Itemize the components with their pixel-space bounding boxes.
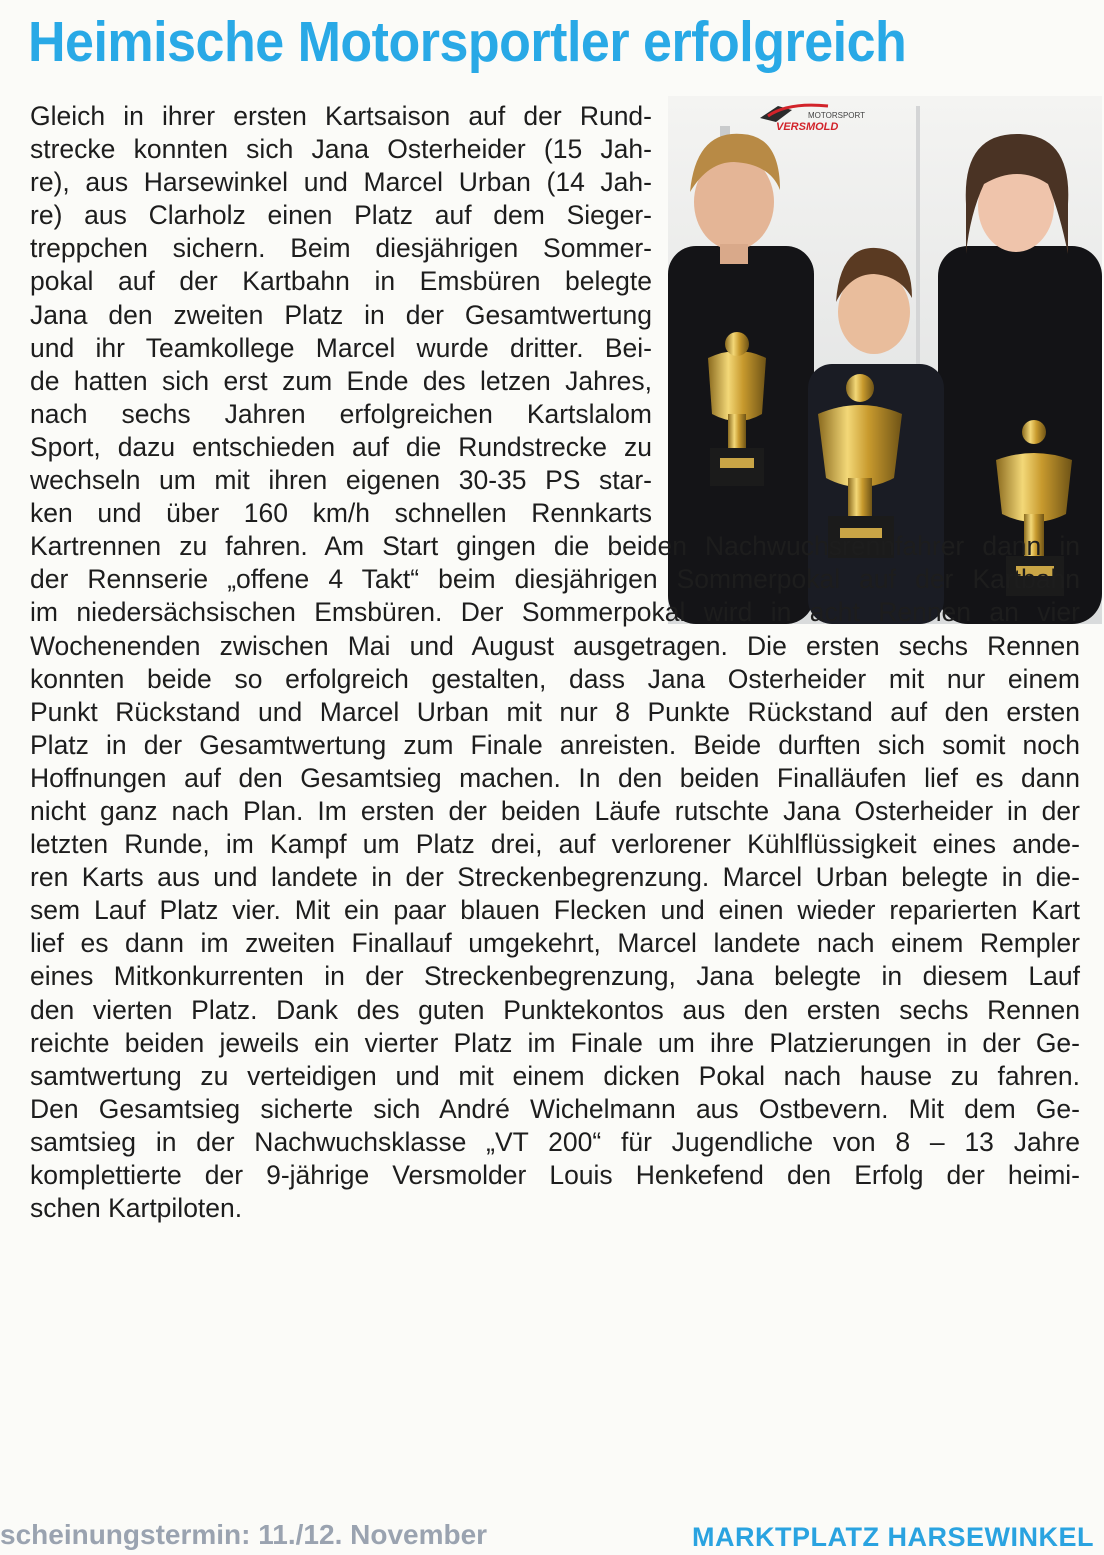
footer-magazine-title: MARKTPLATZ HARSEWINKEL <box>692 1522 1094 1552</box>
article-line <box>30 398 652 431</box>
article-line <box>30 696 1080 729</box>
article-line <box>30 431 652 464</box>
article-line <box>30 563 1080 596</box>
logo-text-top: MOTORSPORT <box>808 111 866 120</box>
article-line-text: Gleich in ihrer ersten Kartsaison auf der Rund- <box>30 101 652 131</box>
article-line-text: Jana den zweiten Platz in der Gesamtwertung <box>30 299 652 330</box>
article-line <box>30 1027 1080 1060</box>
article-line-text: re) aus Clarholz einen Platz auf dem Sieger- <box>30 200 652 231</box>
article-line-text: im niedersächsischen Emsbüren. Der Sommerpokal wird in acht Rennen an vier <box>30 597 1080 628</box>
article-body <box>30 100 1094 1225</box>
article-line <box>30 299 652 332</box>
article-line-text: treppchen sichern. Beim diesjährigen Sommer- <box>30 233 652 264</box>
article-line-text: komplettierte der 9-jährige Versmolder Louis Henkefend den Erfolg der heimi- <box>30 1160 1080 1190</box>
article-line <box>30 762 1080 795</box>
article-line-text: Platz in der Gesamtwertung zum Finale anreisten. Beide durften sich somit noch <box>30 729 1080 760</box>
article-line-text: de hatten sich erst zum Ende des letzen Jahres, <box>30 365 652 396</box>
article-line-text: reichte beiden jeweils ein vierter Platz im Finale um ihre Platzierungen in der Ge- <box>30 1027 1080 1058</box>
article-line-text: Wochenenden zwischen Mai und August ausgetragen. Die ersten sechs Rennen <box>30 630 1080 661</box>
article-line <box>30 1060 1080 1093</box>
article-line-text: pokal auf der Kartbahn in Emsbüren belegte <box>30 266 652 297</box>
article-line-text: ken und über 160 km/h schnellen Rennkarts <box>30 498 652 529</box>
article-line <box>30 100 652 133</box>
article-line <box>30 1093 1080 1126</box>
article-line <box>30 133 652 166</box>
article-line <box>30 497 652 530</box>
article-line-text: nach sechs Jahren erfolgreichen Kartslalom <box>30 398 652 429</box>
footer-publication-date: scheinungstermin: 11./12. November <box>0 1519 488 1550</box>
article-line <box>30 596 1080 629</box>
article-line-text: und ihr Teamkollege Marcel wurde dritter. Bei- <box>30 332 652 363</box>
article-line-text: wechseln um mit ihren eigenen 30-35 PS star- <box>30 465 652 496</box>
article-line <box>30 332 652 365</box>
article-line-text: letzten Runde, im Kampf um Platz drei, auf verlorener Kühlflüssigkeit eines ande- <box>30 829 1080 860</box>
logo-text-main: VERSMOLD <box>776 121 839 133</box>
article-line <box>30 365 652 398</box>
article-line <box>30 199 652 232</box>
article-line <box>30 894 1080 927</box>
article-line-text: Punkt Rückstand und Marcel Urban mit nur 8 Punkte Rückstand auf den ersten <box>30 696 1080 727</box>
article-line-text: den vierten Platz. Dank des guten Punktekontos aus den ersten sechs Rennen <box>30 994 1080 1025</box>
article-line <box>30 1192 1080 1225</box>
article-line <box>30 232 652 265</box>
article-line-text: Sport, dazu entschieden auf die Rundstrecke zu <box>30 431 652 462</box>
article-line <box>30 1159 1080 1192</box>
article-line-text: nicht ganz nach Plan. Im ersten der beiden Läufe rutschte Jana Osterheider in der <box>30 795 1080 826</box>
article-line-text: der Rennserie „offene 4 Takt“ beim diesjährigen Sommerpokal auf der Kartbahn <box>30 564 1080 595</box>
article-line-text: konnten beide so erfolgreich gestalten, dass Jana Osterheider mit nur einem <box>30 663 1080 694</box>
article-line-text: ren Karts aus und landete in der Streckenbegrenzung. Marcel Urban belegte in die- <box>30 862 1080 893</box>
article-line-text: lief es dann im zweiten Finallauf umgekehrt, Marcel landete nach einem Rempler <box>30 928 1080 959</box>
article-line <box>30 1126 1080 1159</box>
article-line-text: Kartrennen zu fahren. Am Start gingen die beiden Nachwuchsrennfahrer dann in <box>30 531 1080 562</box>
article-line-text: eines Mitkonkurrenten in der Streckenbegrenzung, Jana belegte in diesem Lauf <box>30 961 1080 992</box>
article-line <box>30 265 652 298</box>
article-line-text: Hoffnungen auf den Gesamtsieg machen. In den beiden Finalläufen lief es dann <box>30 762 1080 793</box>
article-line <box>30 530 1080 563</box>
article-line-text: sem Lauf Platz vier. Mit ein paar blauen Flecken und einen wieder reparierten Kart <box>30 895 1080 926</box>
article-line <box>30 861 1080 894</box>
article-line <box>30 729 1080 762</box>
article-line <box>30 994 1080 1027</box>
article-line-text: Den Gesamtsieg sicherte sich André Wichelmann aus Ostbevern. Mit dem Ge- <box>30 1093 1080 1124</box>
article-line <box>30 828 1080 861</box>
article-line <box>30 927 1080 960</box>
article-headline: Heimische Motorsportler erfolgreich <box>28 11 907 74</box>
article-line <box>30 630 1080 663</box>
article-line-text: strecke konnten sich Jana Osterheider (15 Jah- <box>30 134 652 165</box>
article-line <box>30 663 1080 696</box>
article-line <box>30 464 652 497</box>
article-line-text: samtwertung zu verteidigen und mit einem dicken Pokal nach hause zu fahren. <box>30 1060 1080 1091</box>
article-line <box>30 960 1080 993</box>
article-line-text: samtsieg in der Nachwuchsklasse „VT 200“ für Jugendliche von 8 – 13 Jahre <box>30 1126 1080 1157</box>
article-line-text: schen Kartpiloten. <box>30 1193 243 1224</box>
article-line <box>30 795 1080 828</box>
article-line <box>30 166 652 199</box>
article-line-text: re), aus Harsewinkel und Marcel Urban (14 Jah- <box>30 167 652 198</box>
